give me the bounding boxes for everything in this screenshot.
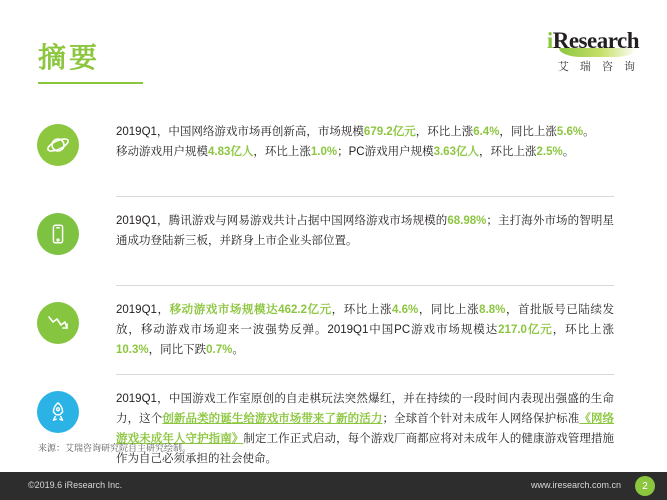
copyright-text: ©2019.6 iResearch Inc.	[28, 480, 123, 490]
row-text	[116, 387, 614, 469]
row-separator	[116, 196, 614, 197]
row-separator	[116, 285, 614, 286]
text-segment: 10.3%	[116, 344, 149, 356]
text-segment: 4.6%	[392, 304, 419, 316]
rocket-icon	[37, 391, 79, 433]
chart-down-icon	[37, 302, 79, 344]
page-title: 摘要	[38, 42, 101, 73]
planet-icon	[37, 124, 79, 166]
text-segment: 2019Q1，中国网络游戏市场再创新高，市场规模	[116, 126, 364, 138]
row-separator	[116, 374, 614, 375]
text-segment: 5.6%	[556, 126, 584, 138]
text-segment: 制定工作正式启动，每个游戏厂商都应将对未成年人的健康游戏管理措施作为自己必须承担的社会使命。	[116, 433, 615, 465]
text-segment: ，首批版号已陆续发放，移动游戏市场迎来一波强势反弹。2019Q1中国PC游戏市场规模达	[116, 304, 615, 336]
text-segment: 移动游戏市场规模达462.2亿元	[169, 304, 332, 316]
iresearch-logo	[489, 28, 639, 80]
text-segment: 。	[562, 146, 575, 158]
row-text	[116, 209, 614, 251]
summary-rows	[0, 120, 667, 483]
row-icon-wrap	[0, 120, 116, 182]
text-segment: 《网络游戏未成年人守护指南》	[116, 413, 615, 445]
row-icon-wrap	[0, 387, 116, 449]
summary-row	[0, 387, 667, 469]
text-segment: ，环比上涨	[478, 146, 537, 158]
logo-subtitle: 艾 瑞 咨 询	[557, 61, 639, 73]
text-segment: 6.4%	[473, 126, 500, 138]
text-segment: 2019Q1，中国游戏工作室原创的自走棋玩法突然爆红，并在持续的一段时间内表现出强盛的生命力，这个	[116, 393, 614, 425]
text-segment: ；PC游戏用户规模	[337, 146, 434, 158]
text-segment: ，同比下跌	[148, 344, 207, 356]
text-segment: 0.7%	[206, 344, 233, 356]
footer-bar	[0, 472, 667, 500]
logo-wordmark	[489, 28, 639, 54]
text-segment: ，环比上涨	[253, 146, 311, 158]
text-segment: 68.98%	[447, 215, 487, 227]
summary-row	[0, 120, 667, 182]
row-icon-wrap	[0, 298, 116, 360]
summary-row	[0, 298, 667, 360]
text-segment: 创新品类的诞生给游戏市场带来了新的活力	[162, 413, 383, 425]
text-segment: 8.8%	[479, 304, 506, 316]
row-icon-wrap	[0, 209, 116, 271]
text-segment: 2019Q1，	[116, 304, 170, 316]
text-segment: 1.0%	[310, 146, 338, 158]
source-note: 来源：艾瑞咨询研究院自主研究绘制。	[38, 443, 192, 453]
text-segment: ，环比上涨	[552, 324, 614, 336]
text-segment: ，环比上涨	[415, 126, 474, 138]
text-segment: ，同比上涨	[418, 304, 480, 316]
logo-word-research: Research	[552, 28, 639, 53]
title-underline	[38, 82, 143, 84]
text-segment: 。	[232, 344, 244, 356]
row-text	[116, 298, 614, 360]
text-segment: ；主打海外市场的智明星通成功登陆新三板，并跻身上市企业头部位置。	[116, 215, 615, 247]
text-segment: 2.5%	[536, 146, 563, 158]
text-segment: 3.63亿人	[433, 146, 479, 158]
text-segment: ，同比上涨	[499, 126, 557, 138]
row-text	[116, 120, 614, 162]
text-segment: ，环比上涨	[331, 304, 393, 316]
page-number: 2	[635, 476, 655, 496]
text-segment: 217.0亿元	[498, 324, 553, 336]
text-segment: 679.2亿元	[363, 126, 416, 138]
title-band	[0, 0, 667, 100]
summary-row	[0, 209, 667, 271]
text-segment: ；全球首个针对未成年人网络保护标准	[382, 413, 580, 425]
logo-letter-i: i	[546, 28, 553, 53]
mobile-icon	[37, 213, 79, 255]
website-text: www.iresearch.com.cn	[530, 480, 621, 490]
text-segment: 。	[583, 126, 595, 138]
text-segment: 2019Q1，腾讯游戏与网易游戏共计占据中国网络游戏市场规模的	[116, 215, 448, 227]
text-segment: 4.83亿人	[208, 146, 254, 158]
text-segment: 移动游戏用户规模	[116, 146, 208, 158]
